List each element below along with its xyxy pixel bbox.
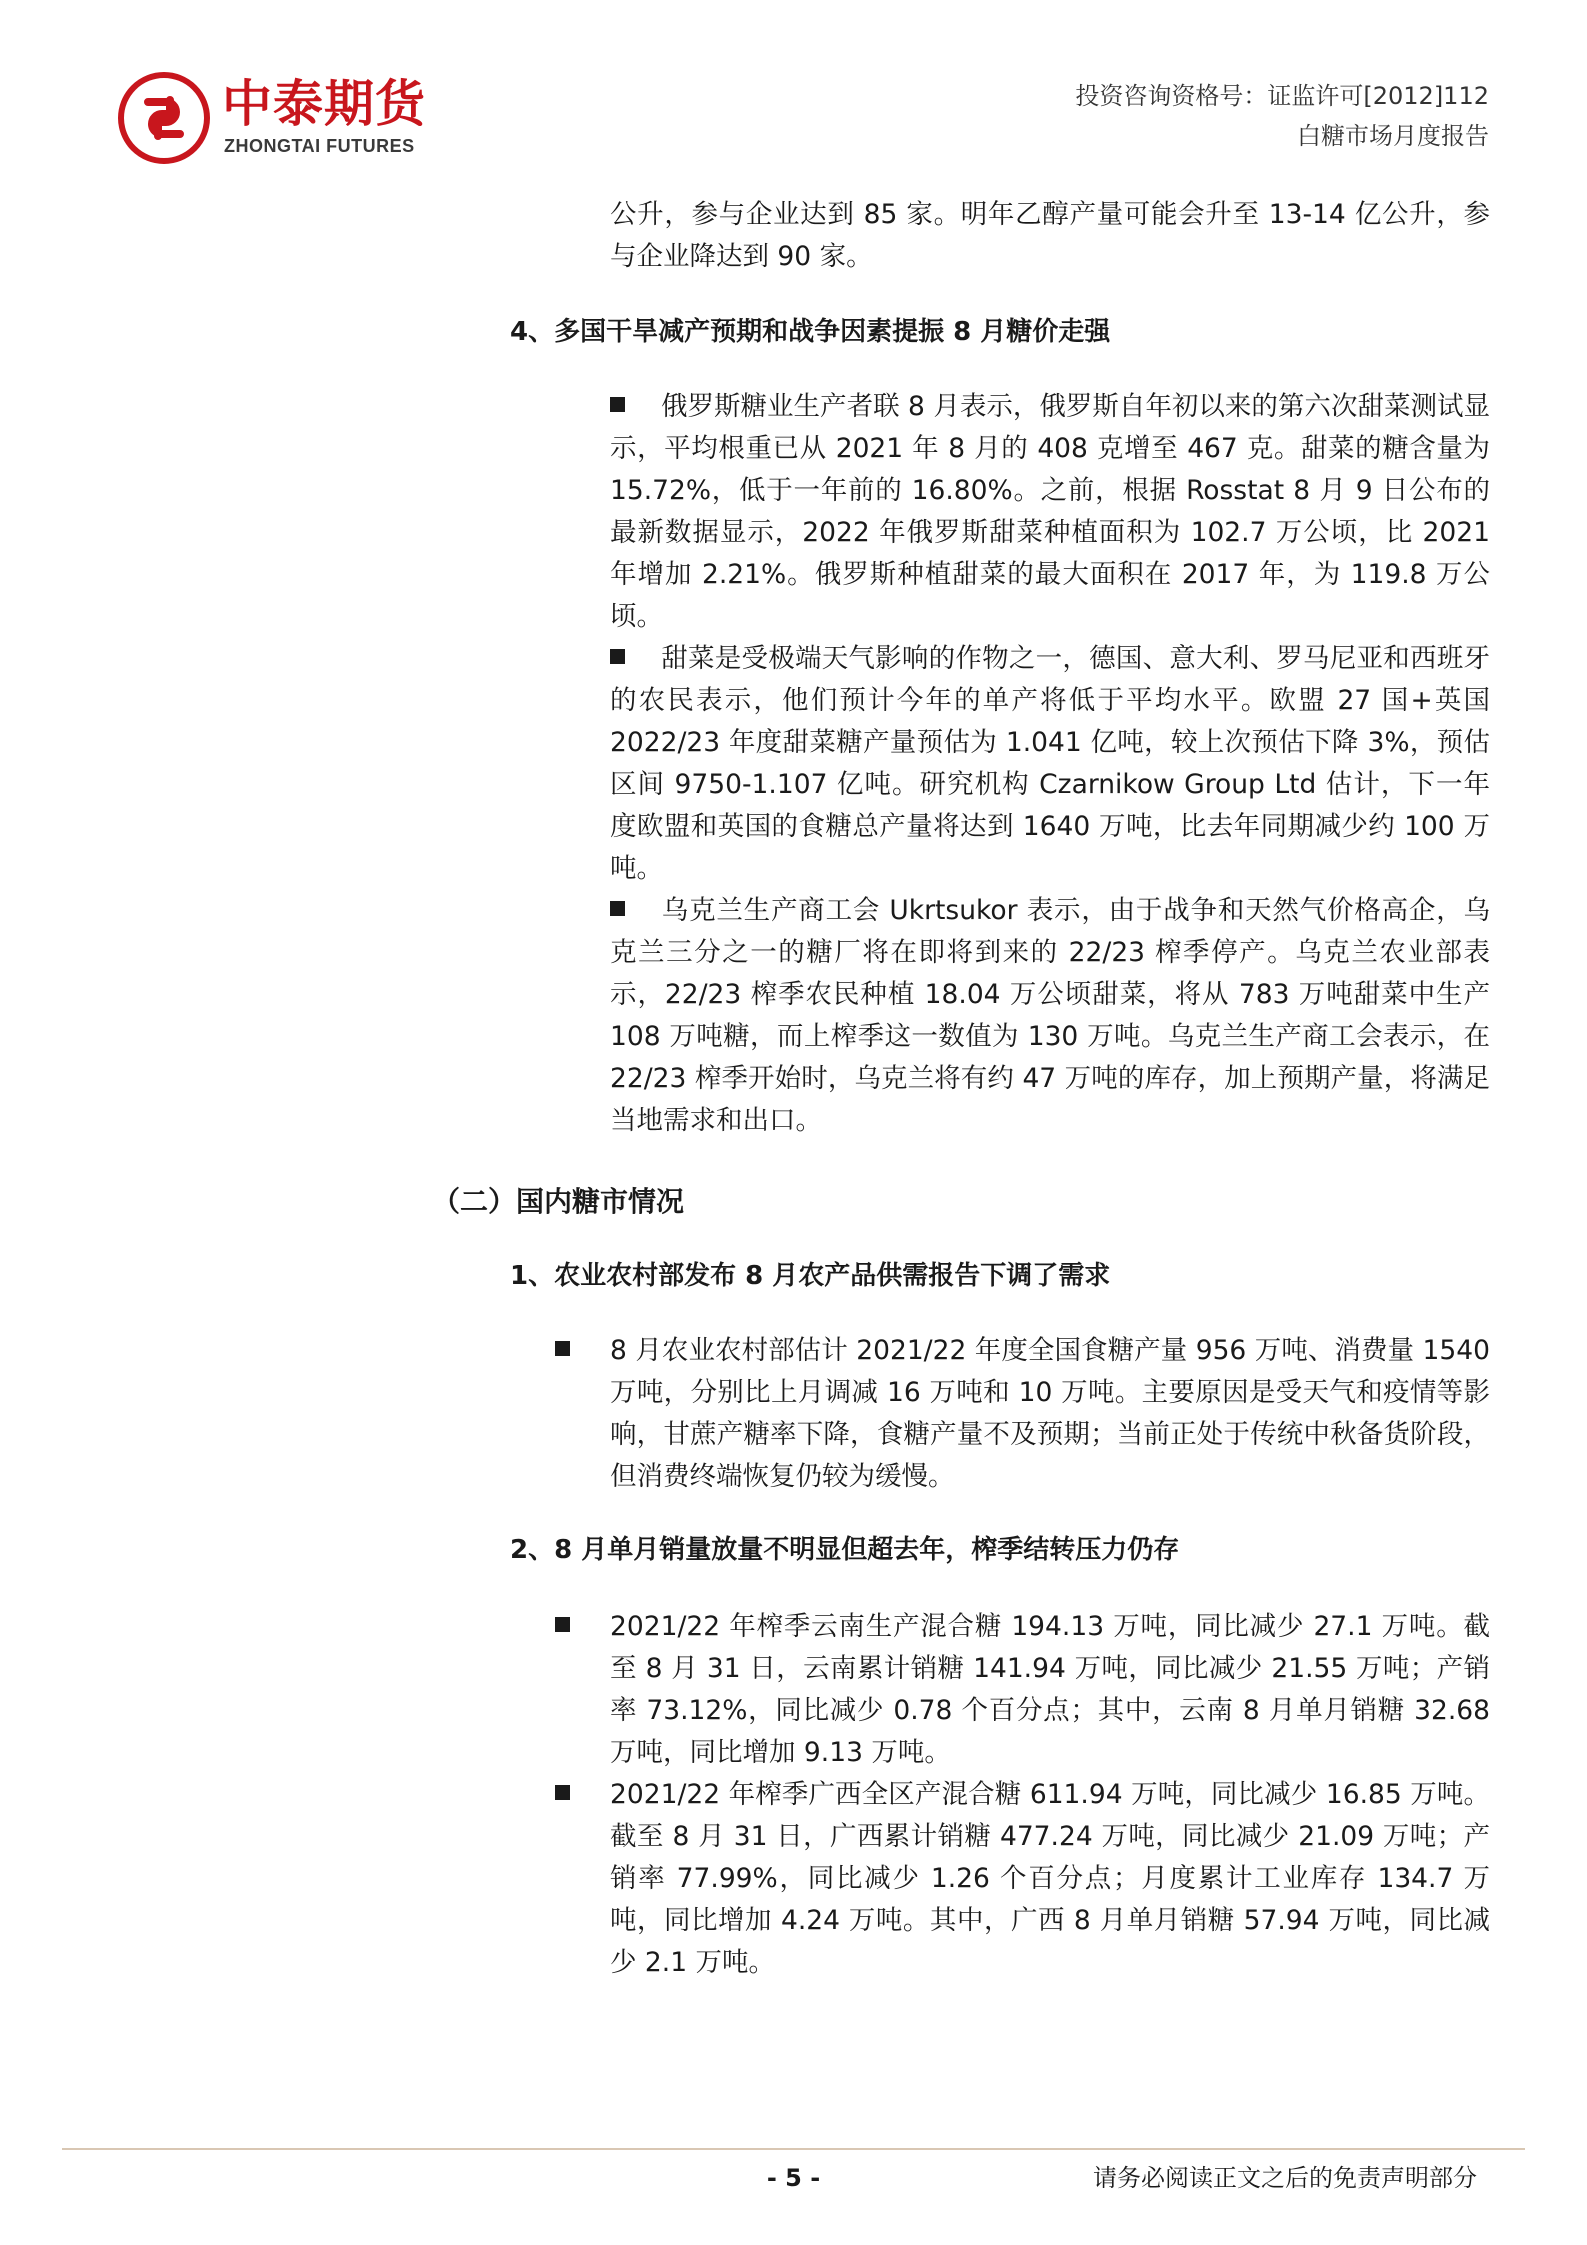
list-item: 甜菜是受极端天气影响的作物之一，德国、意大利、罗马尼亚和西班牙的农民表示，他们预计今年的单产将低于平均水平。欧盟 27 国+英国 2022/23 年度甜菜糖产量预估为 1.041 亿吨，较上次预估下降 3%，预估区间 9750-1.107 亿吨。研究机构 Czarnikow Group Ltd 估计，下一年度欧盟和英国的食糖总产量将达到 1640 万吨，比去年同期减少约 100 万吨。 (610, 643, 1490, 884)
bullet-square-icon (555, 1617, 570, 1632)
sub-2-list (555, 1606, 1490, 1984)
sub-1-list (555, 1330, 1490, 1498)
section-4-list (610, 386, 1490, 1142)
list-item: 2021/22 年榨季云南生产混合糖 194.13 万吨，同比减少 27.1 万吨。截至 8 月 31 日，云南累计销糖 141.94 万吨，同比减少 21.55 万吨；产销率 73.12%，同比减少 0.78 个百分点；其中，云南 8 月单月销糖 32.68 万吨，同比增加 9.13 万吨。 (555, 1606, 1490, 1774)
brand-name-cn: 中泰期货 (222, 75, 426, 133)
brand-name-en: ZHONGTAI FUTURES (224, 136, 415, 156)
part-2-heading: （二）国内糖市情况 (432, 1185, 685, 1218)
header-info (1075, 76, 1489, 156)
page-number: - 5 - (766, 2164, 821, 2192)
disclaimer-note: 请务必阅读正文之后的免责声明部分 (1093, 2164, 1477, 2192)
list-item: 俄罗斯糖业生产者联 8 月表示，俄罗斯自年初以来的第六次甜菜测试显示，平均根重已从 2021 年 8 月的 408 克增至 467 克。甜菜的糖含量为 15.72%，低于一年前的 16.80%。之前，根据 Rosstat 8 月 9 日公布的最新数据显示，2022 年俄罗斯甜菜种植面积为 102.7 万公顷，比 2021 年增加 2.21%。俄罗斯种植甜菜的最大面积在 2017 年，为 119.8 万公顷。 (610, 391, 1490, 632)
report-title: 白糖市场月度报告 (1297, 122, 1489, 150)
license-number: 投资咨询资格号：证监许可[2012]112 (1075, 82, 1489, 110)
zhongtai-logo-icon (118, 72, 210, 164)
list-item: 2021/22 年榨季广西全区产混合糖 611.94 万吨，同比减少 16.85 万吨。截至 8 月 31 日，广西累计销糖 477.24 万吨，同比减少 21.09 万吨；产销率 77.99%，同比减少 1.26 个百分点；月度累计工业库存 134.7 万吨，同比增加 4.24 万吨。其中，广西 8 月单月销糖 57.94 万吨，同比减少 2.1 万吨。 (555, 1774, 1490, 1984)
list-item: 8 月农业农村部估计 2021/22 年度全国食糖产量 956 万吨、消费量 1540 万吨，分别比上月调减 16 万吨和 10 万吨。主要原因是受天气和疫情等影响，甘蔗产糖率下降，食糖产量不及预期；当前正处于传统中秋备货阶段，但消费终端恢复仍较为缓慢。 (555, 1330, 1490, 1498)
bullet-square-icon (610, 901, 625, 916)
bullet-square-icon (610, 649, 625, 664)
page-header (0, 0, 1587, 156)
list-item: 乌克兰生产商工会 Ukrtsukor 表示，由于战争和天然气价格高企，乌克兰三分之一的糖厂将在即将到来的 22/23 榨季停产。乌克兰农业部表示，22/23 榨季农民种植 18.04 万公顷甜菜，将从 783 万吨甜菜中生产 108 万吨糖，而上榨季这一数值为 130 万吨。乌克兰生产商工会表示，在 22/23 榨季开始时，乌克兰将有约 47 万吨的库存，加上预期产量，将满足当地需求和出口。 (610, 895, 1490, 1136)
sub-1-heading: 1、农业农村部发布 8 月农产品供需报告下调了需求 (510, 1261, 1111, 1291)
intro-paragraph: 公升，参与企业达到 85 家。明年乙醇产量可能会升至 13-14 亿公升，参与企业降达到 90 家。 (610, 199, 1490, 272)
footer-divider (62, 2148, 1525, 2150)
bullet-square-icon (555, 1341, 570, 1356)
sub-2-heading: 2、8 月单月销量放量不明显但超去年，榨季结转压力仍存 (510, 1535, 1180, 1565)
section-4-heading: 4、多国干旱减产预期和战争因素提振 8 月糖价走强 (510, 317, 1111, 347)
bullet-square-icon (555, 1785, 570, 1800)
bullet-square-icon (610, 397, 625, 412)
